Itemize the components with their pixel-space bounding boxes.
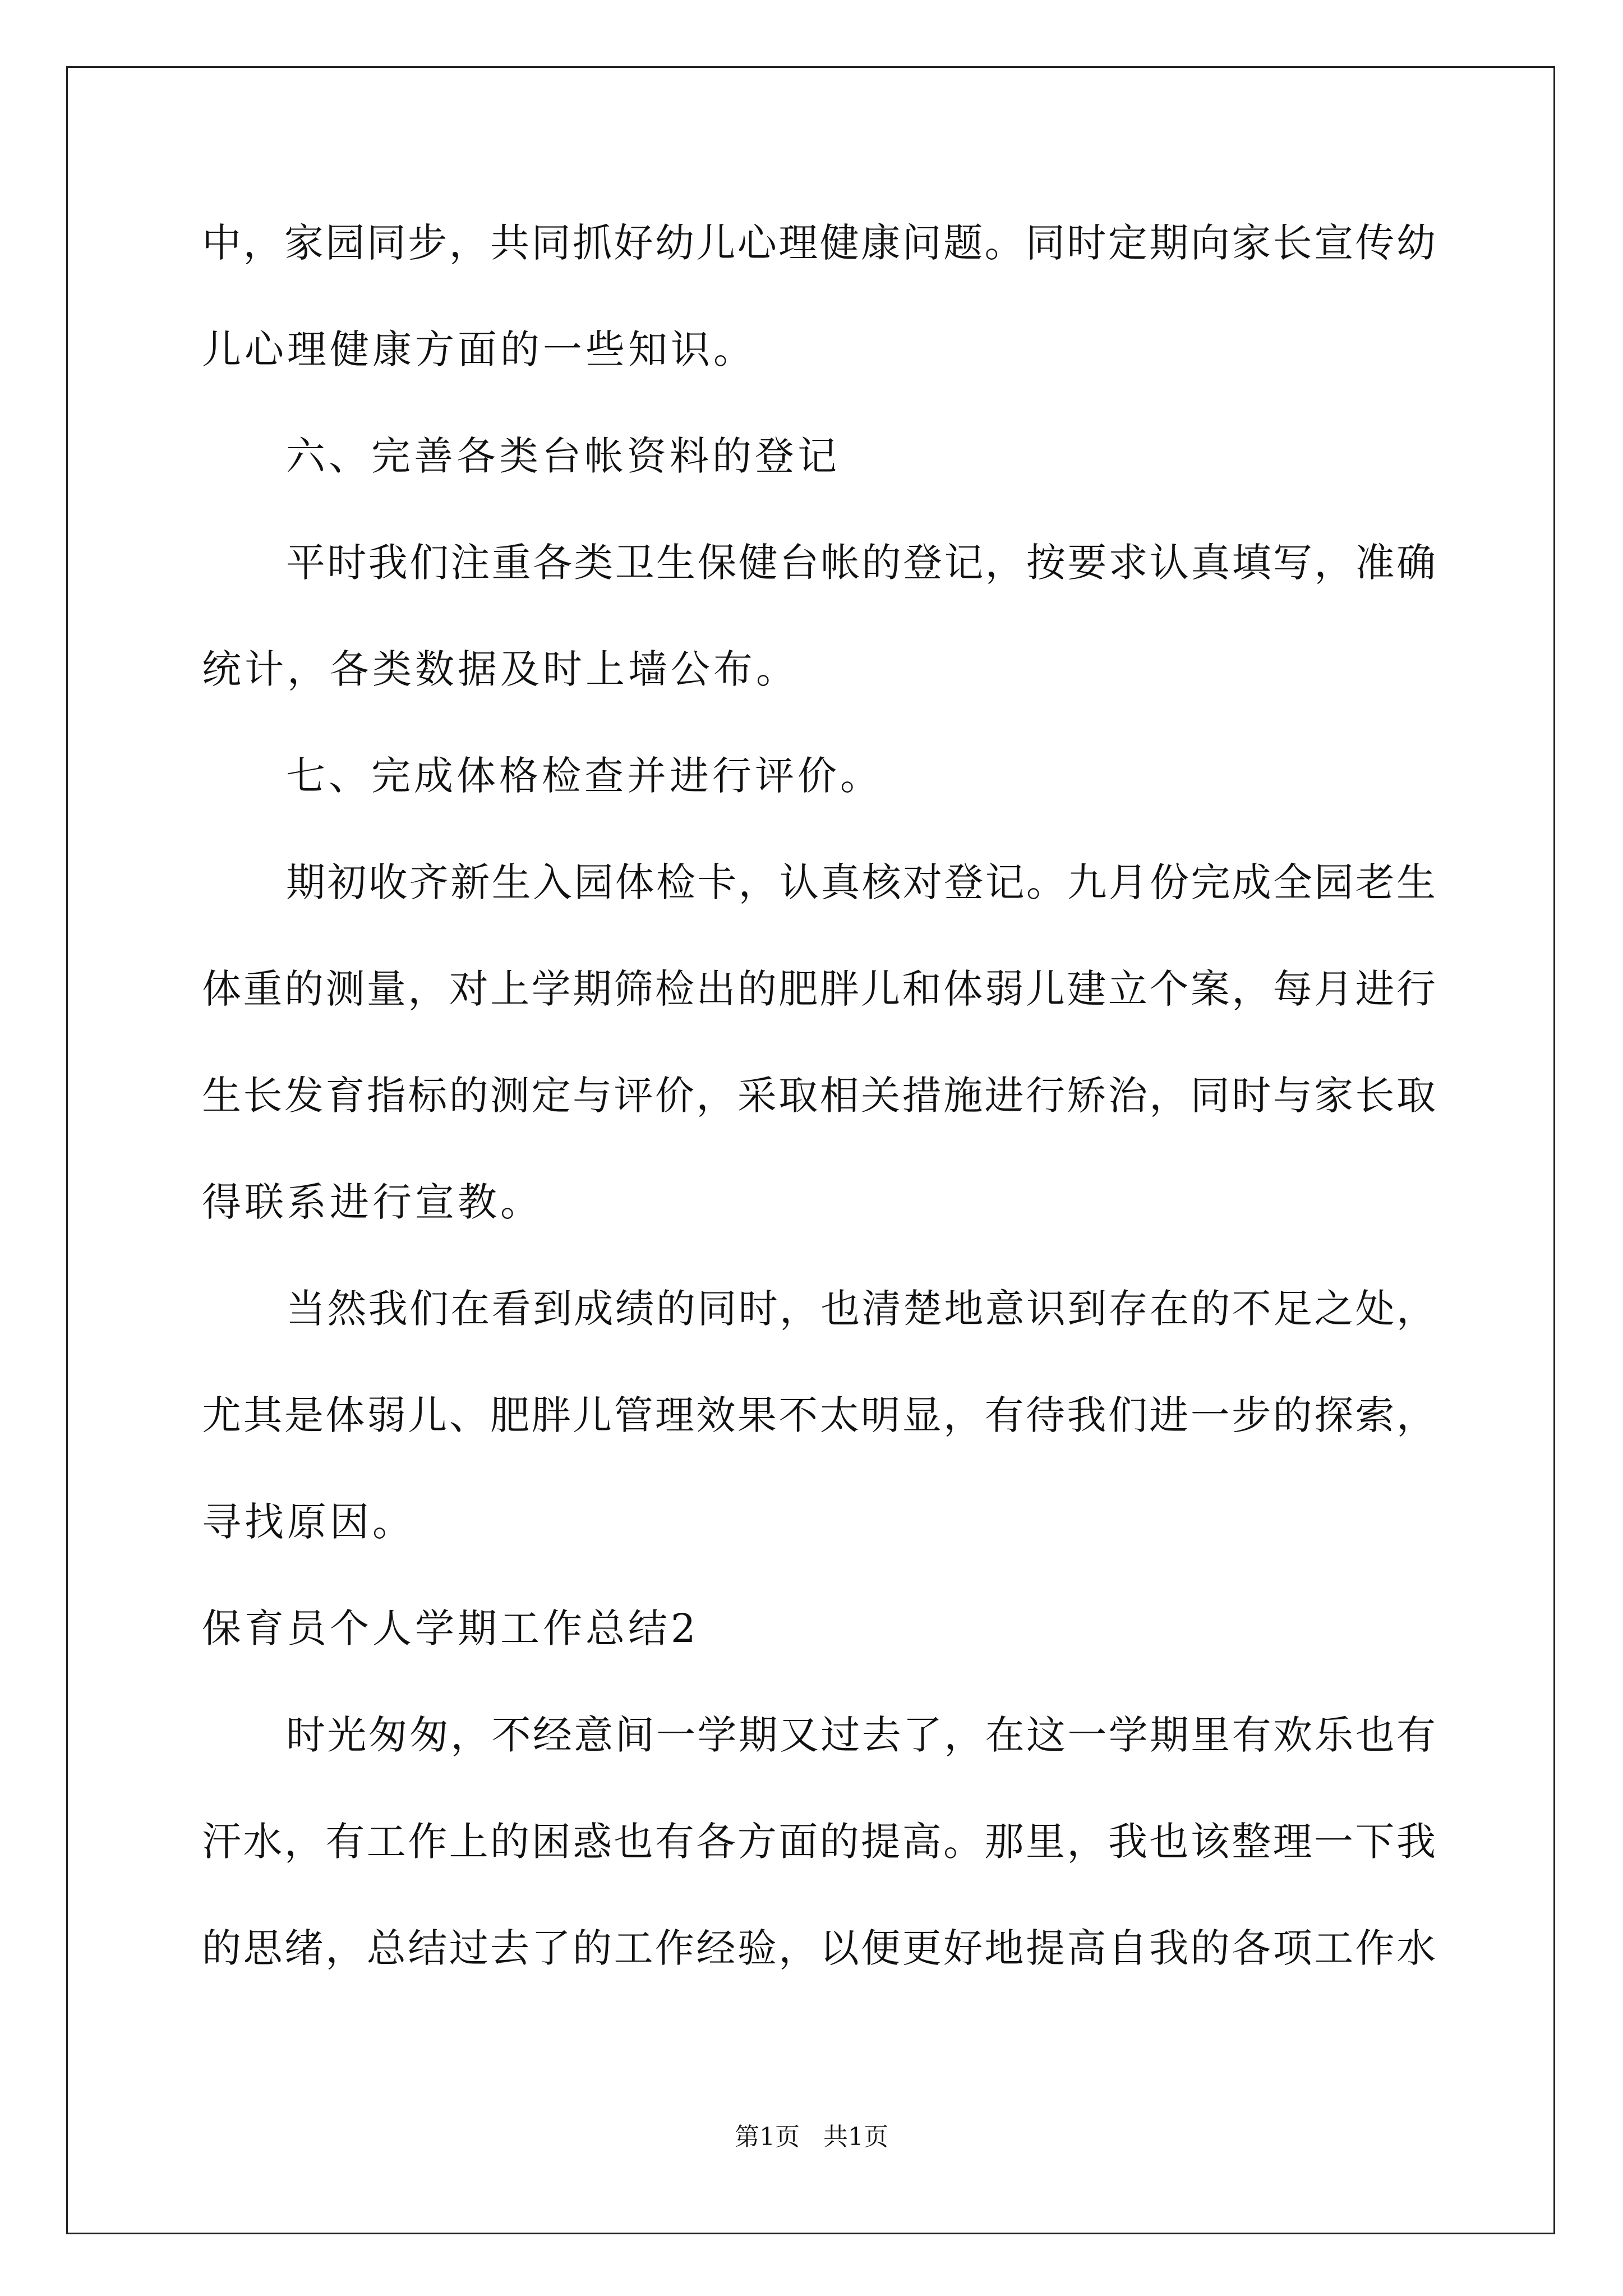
- paragraph-line: 汗水，有工作上的困惑也有各方面的提高。那里，我也该整理一下我: [202, 1819, 1436, 1865]
- paragraph-line: 的思绪，总结过去了的工作经验，以便更好地提高自我的各项工作水: [202, 1925, 1436, 1971]
- document-title: 保育员个人学期工作总结2: [202, 1605, 699, 1651]
- paragraph-line: 寻找原因。: [202, 1499, 415, 1545]
- paragraph-line: 得联系进行宣教。: [202, 1179, 543, 1225]
- page-border: [66, 66, 1555, 2234]
- section-heading: 七、完成体格检查并进行评价。: [286, 753, 883, 799]
- paragraph-line: 生长发育指标的测定与评价，采取相关措施进行矫治，同时与家长取: [202, 1073, 1436, 1119]
- paragraph-line: 当然我们在看到成绩的同时，也清楚地意识到存在的不足之处，: [286, 1286, 1436, 1332]
- paragraph-line: 时光匆匆，不经意间一学期又过去了，在这一学期里有欢乐也有: [286, 1712, 1436, 1758]
- paragraph-line: 平时我们注重各类卫生保健台帐的登记，按要求认真填写，准确: [286, 540, 1436, 586]
- page-footer: 第1页 共1页: [735, 2123, 888, 2151]
- paragraph-line: 期初收齐新生入园体检卡，认真核对登记。九月份完成全园老生: [286, 859, 1436, 905]
- paragraph-line: 儿心理健康方面的一些知识。: [202, 326, 756, 372]
- paragraph-line: 统计，各类数据及时上墙公布。: [202, 646, 799, 692]
- section-heading: 六、完善各类台帐资料的登记: [286, 433, 840, 479]
- paragraph-line: 中，家园同步，共同抓好幼儿心理健康问题。同时定期向家长宣传幼: [202, 220, 1436, 266]
- paragraph-line: 体重的测量，对上学期筛检出的肥胖儿和体弱儿建立个案，每月进行: [202, 966, 1436, 1012]
- paragraph-line: 尤其是体弱儿、肥胖儿管理效果不太明显，有待我们进一步的探索，: [202, 1392, 1436, 1438]
